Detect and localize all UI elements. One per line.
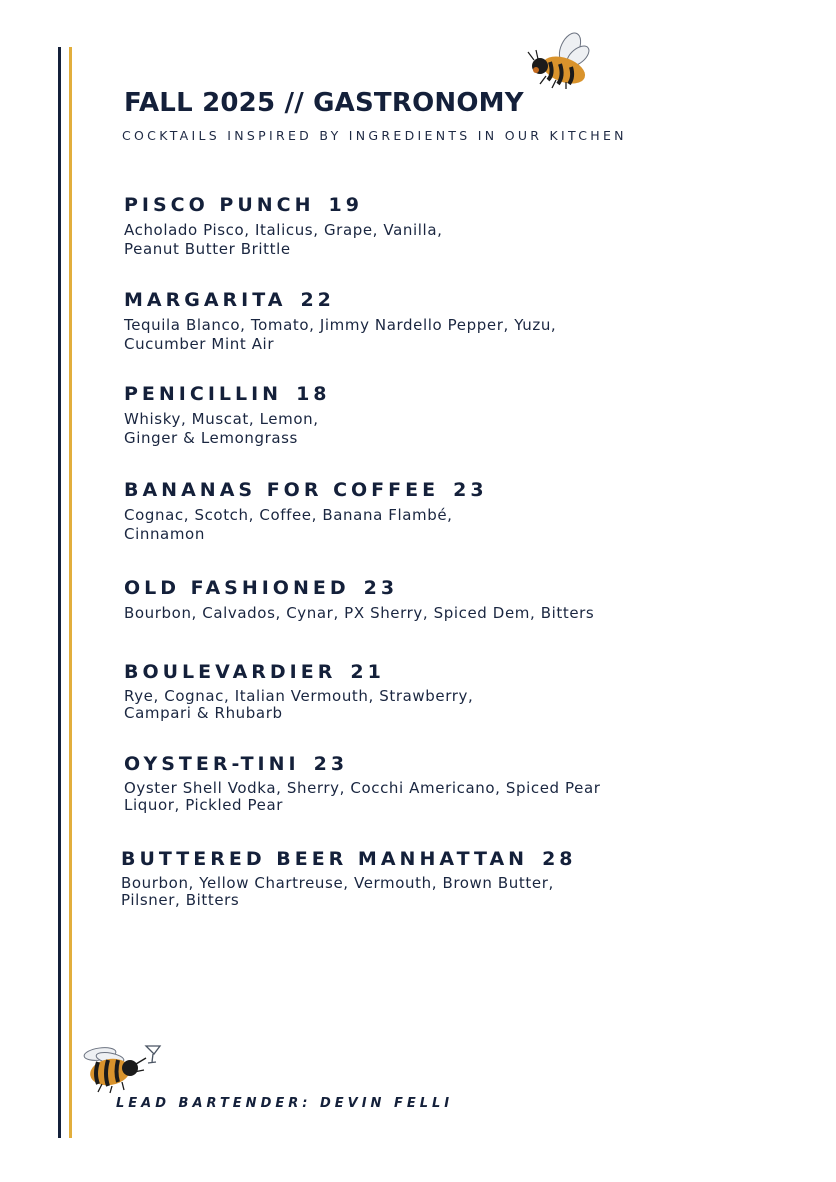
- menu-item-name: BANANAS FOR COFFEE: [124, 479, 440, 501]
- menu-item-price: 22: [300, 289, 335, 311]
- menu-title: FALL 2025 // GASTRONOMY: [124, 88, 524, 118]
- menu-item-price: 21: [350, 661, 385, 683]
- lead-bartender-credit: LEAD BARTENDER: DEVIN FELLI: [116, 1096, 454, 1111]
- menu-item: [121, 847, 577, 909]
- menu-item-price: 23: [313, 753, 349, 775]
- menu-item-heading: [124, 752, 601, 776]
- menu-item: [124, 478, 488, 544]
- bee-icon: [526, 30, 590, 90]
- menu-item-heading: [124, 660, 473, 684]
- menu-item-description: Oyster Shell Vodka, Sherry, Cocchi Americano, Spiced Pear Liquor, Pickled Pear: [124, 779, 601, 814]
- menu-item: [124, 288, 556, 354]
- menu-item-heading: [124, 478, 488, 502]
- menu-item-name: OYSTER-TINI: [124, 753, 300, 775]
- menu-item-name: PISCO PUNCH: [124, 194, 315, 216]
- menu-item-price: 28: [542, 848, 577, 870]
- menu-item-description: Tequila Blanco, Tomato, Jimmy Nardello Pepper, Yuzu, Cucumber Mint Air: [124, 316, 557, 353]
- menu-item-price: 18: [296, 383, 331, 405]
- menu-subtitle: COCKTAILS INSPIRED BY INGREDIENTS IN OUR KITCHEN: [122, 128, 627, 143]
- menu-item-heading: [124, 576, 594, 600]
- menu-item-price: 23: [453, 479, 488, 501]
- menu-item-heading: [124, 288, 556, 312]
- menu-item: [124, 193, 442, 259]
- menu-item-name: BUTTERED BEER MANHATTAN: [121, 848, 529, 870]
- menu-item-description: Rye, Cognac, Italian Vermouth, Strawberry, Campari & Rhubarb: [124, 687, 474, 722]
- menu-item-description: Bourbon, Yellow Chartreuse, Vermouth, Brown Butter, Pilsner, Bitters: [121, 874, 554, 909]
- menu-item: [124, 382, 331, 448]
- menu-item-name: BOULEVARDIER: [124, 661, 337, 683]
- menu-item: [124, 576, 594, 623]
- menu-item-description: Cognac, Scotch, Coffee, Banana Flambé, Cinnamon: [124, 506, 453, 543]
- navy-rule-line: [58, 47, 61, 1138]
- menu-item-heading: [121, 847, 577, 871]
- menu-item-name: OLD FASHIONED: [124, 577, 350, 599]
- menu-item-description: Acholado Pisco, Italicus, Grape, Vanilla, Peanut Butter Brittle: [124, 221, 443, 258]
- menu-item-name: MARGARITA: [124, 289, 287, 311]
- menu-item-description: Bourbon, Calvados, Cynar, PX Sherry, Spiced Dem, Bitters: [124, 604, 595, 622]
- bee-with-glass-icon: [80, 1040, 168, 1094]
- menu-item: [124, 752, 601, 814]
- menu-item-price: 23: [363, 577, 399, 599]
- menu-item-description: Whisky, Muscat, Lemon, Ginger & Lemongrass: [124, 410, 319, 447]
- gold-rule-line: [69, 47, 72, 1138]
- menu-item-heading: [124, 193, 442, 217]
- menu-item-heading: [124, 382, 331, 406]
- menu-item: [124, 660, 473, 722]
- menu-item-name: PENICILLIN: [124, 383, 283, 405]
- menu-item-price: 19: [328, 194, 363, 216]
